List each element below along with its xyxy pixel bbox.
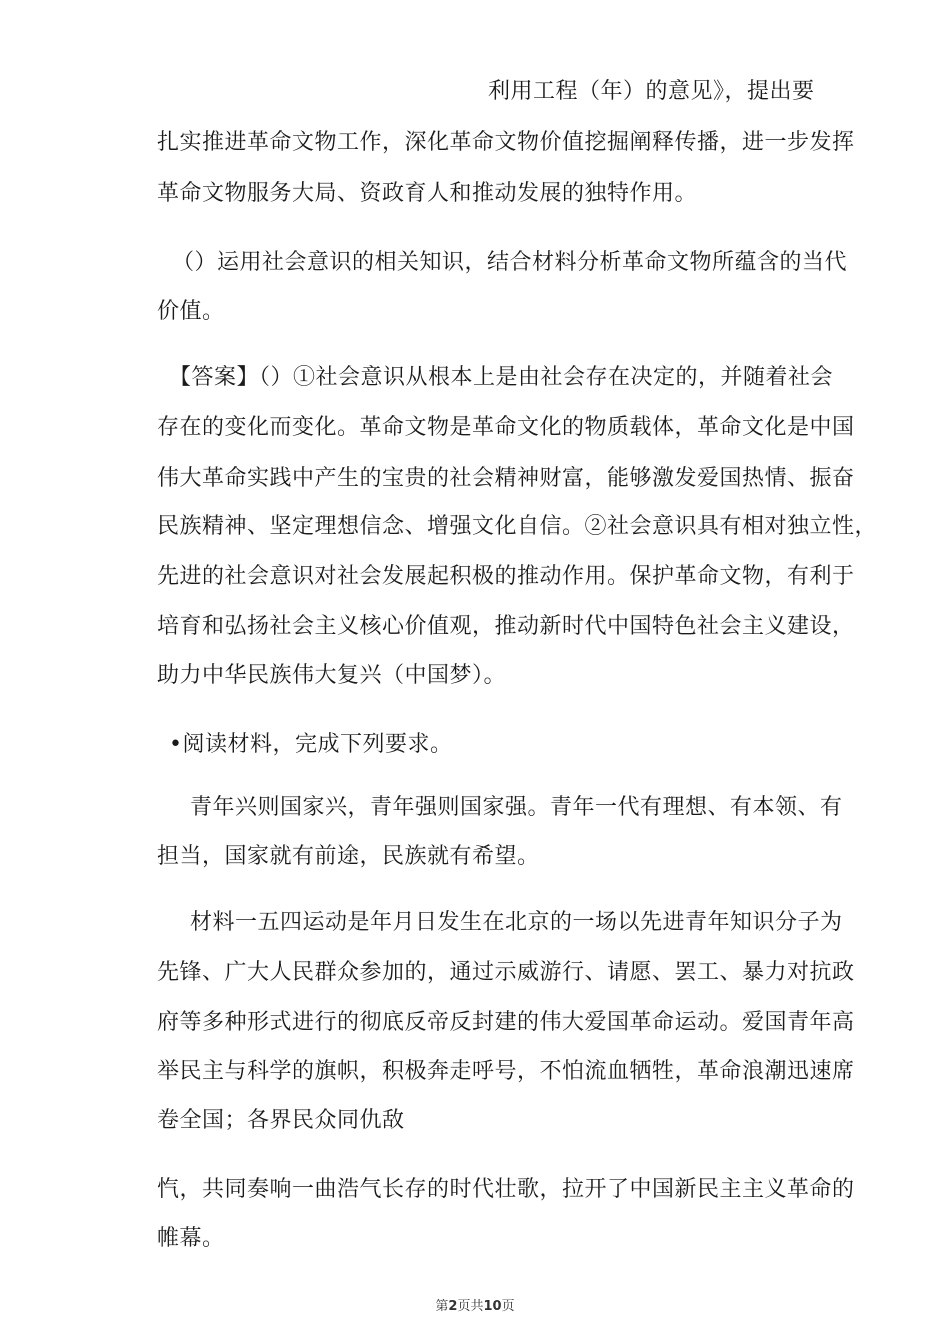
total-pages: 10 — [483, 1299, 502, 1314]
question-line: 价值。 — [157, 299, 225, 324]
answer-line: 先进的社会意识对社会发展起积极的推动作用。保护革命文物，有利于 — [157, 564, 855, 589]
footer-prefix: 第 — [435, 1299, 449, 1314]
material-line: 帷幕。 — [157, 1226, 225, 1251]
instruction-line: •阅读材料，完成下列要求。 — [169, 732, 453, 757]
text-line: 革命文物服务大局、资政育人和推动发展的独特作用。 — [157, 181, 698, 206]
text-line: 担当，国家就有前途，民族就有希望。 — [157, 844, 540, 869]
question-line: （）运用社会意识的相关知识，结合材料分析革命文物所蕴含的当代 — [172, 250, 848, 275]
answer-line: 存在的变化而变化。革命文物是革命文化的物质载体，革命文化是中国 — [157, 415, 855, 440]
text-line: 利用工程（年）的意见》，提出要 — [488, 79, 815, 104]
text-line: 青年兴则国家兴，青年强则国家强。青年一代有理想、有本领、有 — [190, 795, 843, 820]
material-line: 忾，共同奏响一曲浩气长存的时代壮歌，拉开了中国新民主主义革命的 — [157, 1177, 855, 1202]
material-line: 卷全国；各界民众同仇敌 — [157, 1108, 405, 1133]
answer-line: 民族精神、坚定理想信念、增强文化自信。②社会意识具有相对独立性， — [157, 514, 878, 539]
answer-line: 【答案】（）①社会意识从根本上是由社会存在决定的，并随着社会 — [169, 365, 834, 390]
page-footer — [0, 1298, 950, 1316]
footer-suffix: 页 — [501, 1299, 515, 1314]
answer-line: 培育和弘扬社会主义核心价值观，推动新时代中国特色社会主义建设， — [157, 614, 855, 639]
material-line: 材料一五四运动是年月日发生在北京的一场以先进青年知识分子为 — [190, 910, 843, 935]
material-line: 府等多种形式进行的彻底反帝反封建的伟大爱国革命运动。爱国青年高 — [157, 1010, 855, 1035]
material-line: 先锋、广大人民群众参加的，通过示威游行、请愿、罢工、暴力对抗政 — [157, 960, 855, 985]
material-line: 举民主与科学的旗帜，积极奔走呼号，不怕流血牺牲，革命浪潮迅速席 — [157, 1059, 855, 1084]
answer-line: 助力中华民族伟大复兴（中国梦）。 — [157, 663, 507, 688]
footer-middle: 页共 — [457, 1299, 484, 1314]
page-number: 2 — [448, 1299, 458, 1314]
text-line: 扎实推进革命文物工作，深化革命文物价值挖掘阐释传播，进一步发挥 — [157, 130, 855, 155]
answer-line: 伟大革命实践中产生的宝贵的社会精神财富，能够激发爱国热情、振奋 — [157, 466, 855, 491]
